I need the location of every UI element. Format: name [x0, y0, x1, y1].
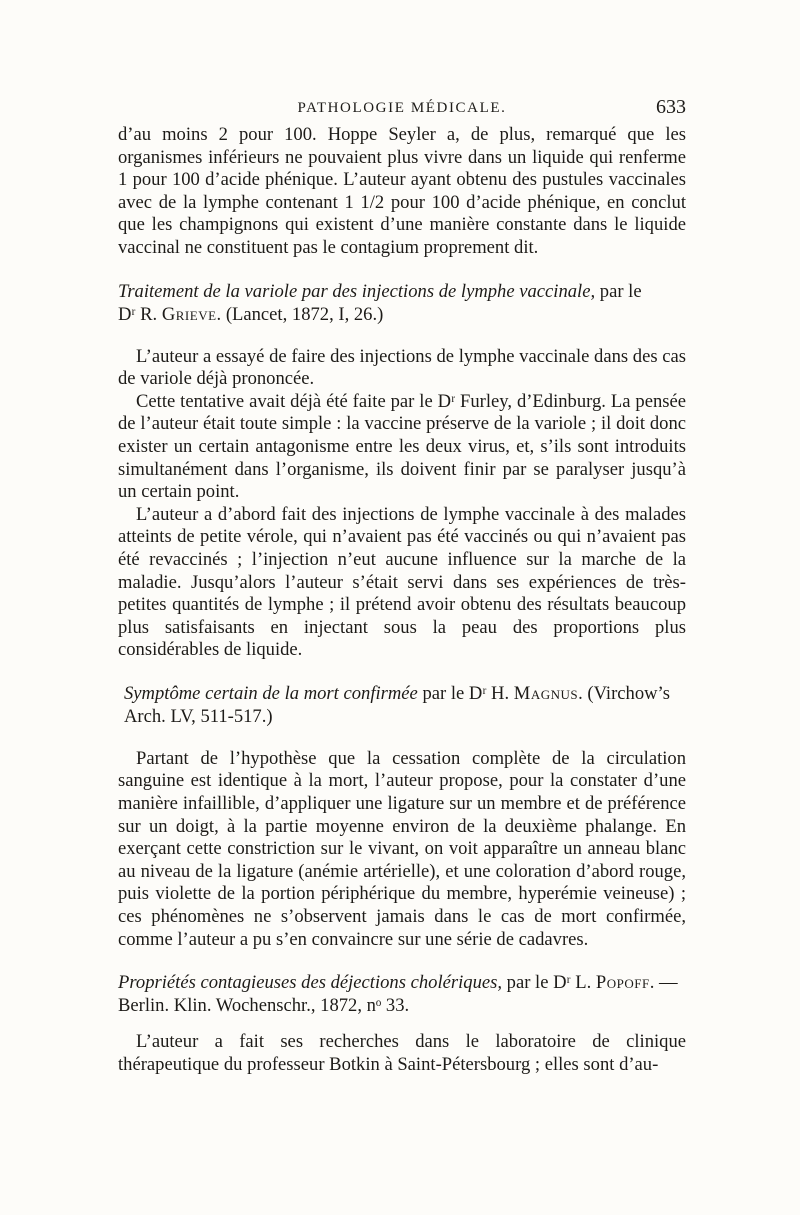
section1-author: Grieve [161, 303, 217, 325]
section1-paragraph-3: L’auteur a d’abord fait des injections de lymphe vaccinale à des malades atteints de petite vérole, qui n’avaient pas été vaccinés ou qui n’avaient pas été revaccinés ; l’injection n’eut aucune influence sur la marche de la maladie. Jusqu’alors l’auteur s’était servi dans ses expériences de très-petites quantités de lymphe ; il prétend avoir obtenu des résultats beaucoup plus satisfaisants en injectant sous la peau des proportions plus considérables de liquide. [118, 503, 686, 661]
section1-paragraph-1: L’auteur a essayé de faire des injections de lymphe vaccinale dans des cas de variole déjà prononcée. [118, 345, 686, 390]
section2-ref: . (Virchow’s [578, 682, 670, 704]
section1-title: Traitement de la variole par des injections de lymphe vaccinale, [118, 280, 596, 302]
section1-paragraph-2: Cette tentative avait déjà été faite par le Dʳ Furley, d’Edinburg. La pensée de l’auteur était toute simple : la vaccine préserve de la variole ; il doit donc exister un certain antagonisme entre les deux virus, et, s’ils sont introduits simultanément dans l’organisme, ils doivent finir par se paralyser jusqu’à un certain point. [118, 390, 686, 503]
section3-heading [118, 971, 686, 1017]
section3-paragraph-1: L’auteur a fait ses recherches dans le laboratoire de clinique thérapeutique du professeur Botkin à Saint-Pétersbourg ; elles sont d’au- [118, 1031, 686, 1075]
section1-heading [118, 280, 686, 326]
section2-ref2: Arch. LV, 511-517.) [124, 705, 273, 727]
section2-title: Symptôme certain de la mort confirmée [124, 682, 418, 704]
section2-by: par le Dʳ H. [417, 682, 514, 704]
section1-dr: Dʳ R. [118, 303, 162, 325]
section3-ref2: Berlin. Klin. Wochenschr., 1872, nᵒ 33. [118, 995, 410, 1017]
running-title: PATHOLOGIE MÉDICALE. [297, 100, 507, 116]
section3-author: Popoff [595, 972, 650, 994]
section3-title: Propriétés contagieuses des déjections cholériques, [118, 972, 503, 994]
section2-paragraph-1: Partant de l’hypothèse que la cessation complète de la circulation sanguine est identique à la mort, l’auteur propose, pour la constater d’une manière infaillible, d’appliquer une ligature sur un membre et de préférence sur un doigt, à la partie moyenne environ de la deuxième phalange. En exerçant cette constriction sur le vivant, on voit apparaître un anneau blanc au niveau de la ligature (anémie artérielle), et une coloration d’abord rouge, puis violette de la portion périphérique du membre, hyperémie veineuse) ; ces phénomènes ne s’observent jamais dans le cas de mort confirmée, comme l’auteur a pu s’en convaincre sur une série de cadavres. [118, 747, 686, 950]
page-number: 633 [656, 96, 686, 118]
section1-ref: . (Lancet, 1872, I, 26.) [216, 303, 384, 325]
section1-by: par le [595, 280, 642, 302]
intro-paragraph: d’au moins 2 pour 100. Hoppe Seyler a, de plus, remarqué que les organismes inférieurs ne pouvaient plus vivre dans un liquide qui renferme 1 pour 100 d’acide phénique. L’auteur ayant obtenu des pustules vaccinales avec de la lymphe contenant 1 1/2 pour 100 d’acide phénique, en conclut que les champignons qui existent d’une manière constante dans le liquide vaccinal ne constituent pas le contagium proprement dit. [118, 124, 686, 258]
section2-author: Magnus [513, 682, 579, 704]
running-head [118, 94, 686, 124]
section3-by: par le Dʳ L. [502, 972, 596, 994]
section2-heading [118, 682, 686, 728]
document-page [118, 94, 686, 1076]
section3-ref: . — [649, 972, 678, 994]
